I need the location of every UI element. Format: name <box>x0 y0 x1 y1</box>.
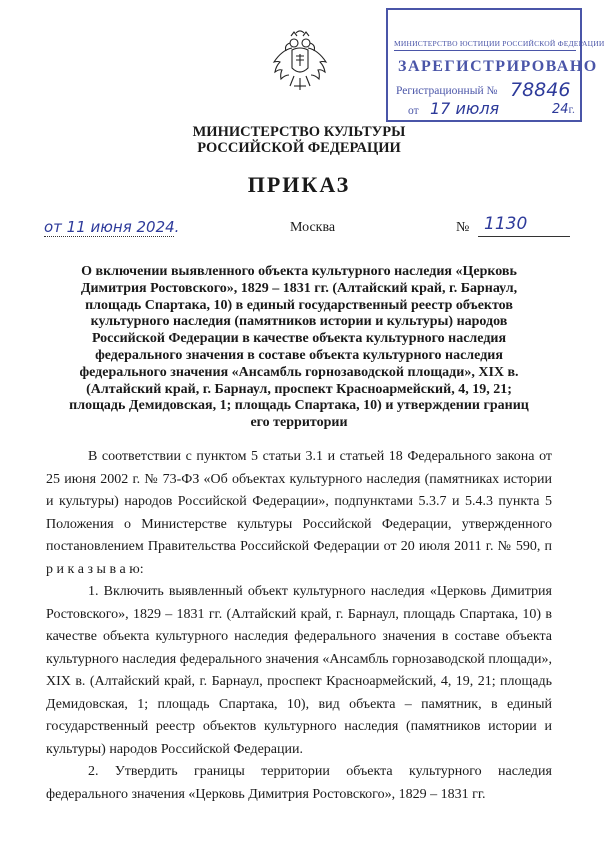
stamp-year: 24г. <box>552 102 575 117</box>
ministry-name-line-1: МИНИСТЕРСТВО КУЛЬТУРЫ <box>192 124 406 140</box>
document-type: ПРИКАЗ <box>247 172 351 197</box>
stamp-reg-label: Регистрационный № <box>396 85 498 97</box>
order-city: Москва <box>290 220 336 235</box>
stamp-status: ЗАРЕГИСТРИРОВАНО <box>398 58 598 75</box>
ministry-name-line-2: РОССИЙСКОЙ ФЕДЕРАЦИИ <box>197 140 401 156</box>
preamble-paragraph: В соответствии с пунктом 5 статьи 3.1 и статьей 18 Федерального закона от 25 июня 2002 г. № 73-ФЗ «Об объектах культурного наследия (памятниках истории и культуры) народов Российской Федерации», подпунктами 5.3.7 и 5.4.3 пункта 5 Положения о Министерстве культуры Российской Федерации, утвержденного постановлением Правительства Российской Федерации от 20 июля 2011 г. № 590, п р и к а з ы в а ю: <box>46 449 552 577</box>
order-date: от 11 июня 2024. <box>44 218 180 236</box>
order-number: 1130 <box>484 214 528 234</box>
russian-coat-of-arms-icon <box>270 28 330 98</box>
registration-stamp <box>386 8 604 122</box>
number-underline <box>478 236 570 237</box>
order-body <box>46 446 552 806</box>
order-subject: О включении выявленного объекта культурного наследия «Церковь Димитрия Ростовского», 1829 – 1831 гг. (Алтайский край, г. Барнаул, площадь Спартака, 10) в единый государственный реестр объектов культурного наследия (памятников истории и культуры) народов Российской Федерации в качестве объекта культурного наследия федерального значения в составе объекта культурного наследия федерального значения «Ансамбль горнозаводской площади», XIX в. (Алтайский край, г. Барнаул, проспект Красноармейский, 4, 19, 21; площадь Демидовская, 1; площадь Спартака, 10) и утверждении границ его территории <box>69 264 529 431</box>
stamp-date: 17 июля <box>430 99 500 118</box>
stamp-reg-number: 78846 <box>510 79 571 101</box>
clause-2-paragraph: 2. Утвердить границы территории объекта культурного наследия федерального значения «Церковь Димитрия Ростовского», 1829 – 1831 гг. <box>46 764 552 802</box>
clause-1-paragraph: 1. Включить выявленный объект культурного наследия «Церковь Димитрия Ростовского», 1829 – 1831 гг. (Алтайский край, г. Барнаул, площадь Спартака, 10) в качестве объекта культурного наследия федерального значения в составе объекта культурного наследия федерального значения «Ансамбль горнозаводской площади», XIX в. (Алтайский край, г. Барнаул, проспект Красноармейский, 4, 19, 21; площадь Демидовская, 1; площадь Спартака, 10), вид объекта – памятник, в единый государственный реестр объектов культурного наследия (памятников истории и культуры) народов Российской Федерации. <box>46 584 552 757</box>
date-underline <box>44 236 174 237</box>
order-number-label: № <box>456 220 470 235</box>
stamp-date-prefix: от <box>408 105 419 117</box>
stamp-authority: МИНИСТЕРСТВО ЮСТИЦИИ РОССИЙСКОЙ ФЕДЕРАЦИИ <box>394 39 576 51</box>
